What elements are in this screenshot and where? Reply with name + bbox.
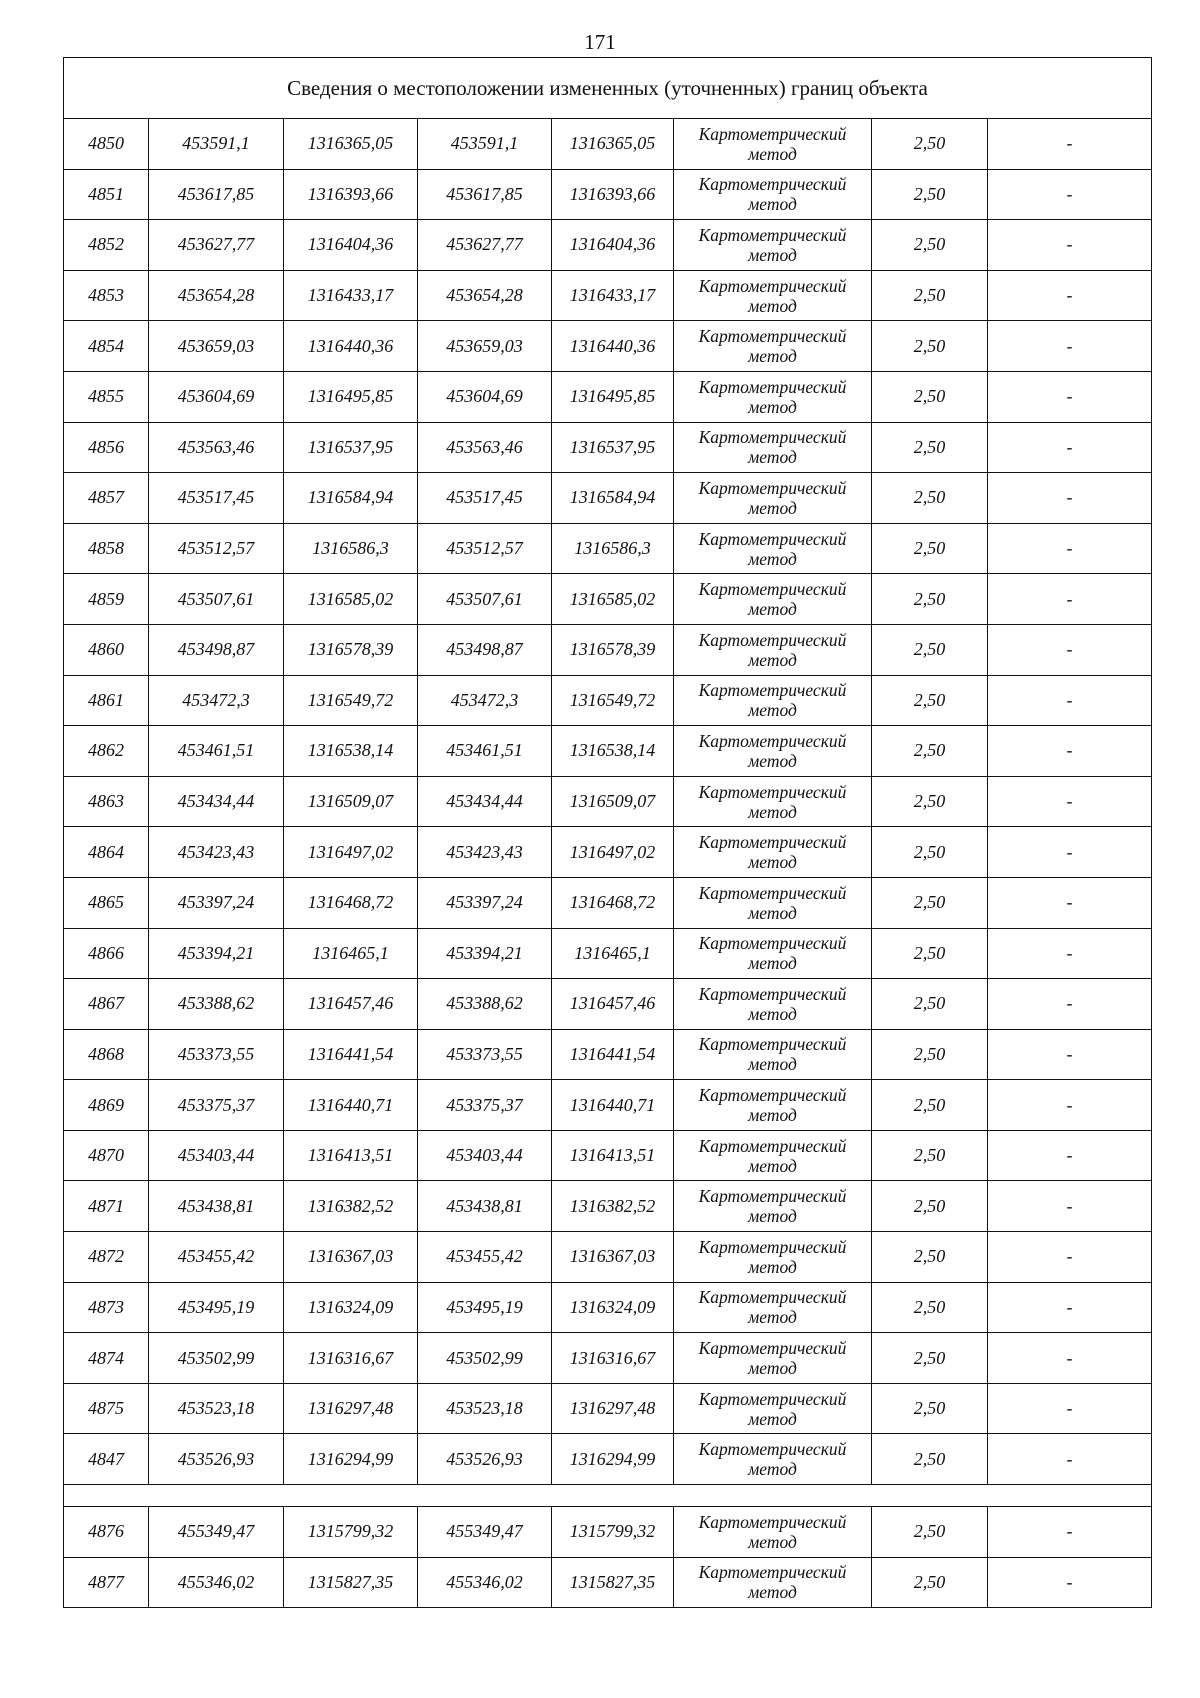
- point-number-cell: 4874: [64, 1333, 149, 1384]
- existing-y-cell: 1315827,35: [284, 1557, 418, 1608]
- point-number-cell: 4867: [64, 979, 149, 1030]
- table-row: [64, 1557, 1152, 1608]
- description-cell: -: [988, 1181, 1152, 1232]
- accuracy-cell: 2,50: [872, 624, 988, 675]
- new-x-cell: 453659,03: [418, 321, 552, 372]
- new-x-cell: 453423,43: [418, 827, 552, 878]
- description-cell: -: [988, 169, 1152, 220]
- table-row: [64, 270, 1152, 321]
- accuracy-cell: 2,50: [872, 1557, 988, 1608]
- new-y-cell: 1316537,95: [552, 422, 674, 473]
- new-y-cell: 1316440,36: [552, 321, 674, 372]
- existing-y-cell: 1316433,17: [284, 270, 418, 321]
- point-number-cell: 4866: [64, 928, 149, 979]
- existing-y-cell: 1316578,39: [284, 624, 418, 675]
- accuracy-cell: 2,50: [872, 220, 988, 271]
- point-number-cell: 4852: [64, 220, 149, 271]
- accuracy-cell: 2,50: [872, 371, 988, 422]
- new-y-cell: 1316367,03: [552, 1232, 674, 1283]
- existing-y-cell: 1316457,46: [284, 979, 418, 1030]
- existing-x-cell: 453495,19: [149, 1282, 284, 1333]
- existing-x-cell: 453438,81: [149, 1181, 284, 1232]
- description-cell: -: [988, 675, 1152, 726]
- accuracy-cell: 2,50: [872, 422, 988, 473]
- group-separator-row: [64, 1485, 1152, 1507]
- new-y-cell: 1316468,72: [552, 877, 674, 928]
- new-y-cell: 1316586,3: [552, 523, 674, 574]
- existing-x-cell: 453502,99: [149, 1333, 284, 1384]
- new-y-cell: 1316497,02: [552, 827, 674, 878]
- point-number-cell: 4862: [64, 726, 149, 777]
- new-x-cell: 453472,3: [418, 675, 552, 726]
- existing-x-cell: 453455,42: [149, 1232, 284, 1283]
- new-y-cell: 1316441,54: [552, 1029, 674, 1080]
- description-cell: -: [988, 624, 1152, 675]
- point-number-cell: 4877: [64, 1557, 149, 1608]
- point-number-cell: 4868: [64, 1029, 149, 1080]
- existing-x-cell: 453517,45: [149, 473, 284, 524]
- existing-y-cell: 1316465,1: [284, 928, 418, 979]
- new-y-cell: 1316457,46: [552, 979, 674, 1030]
- existing-y-cell: 1316382,52: [284, 1181, 418, 1232]
- description-cell: -: [988, 1130, 1152, 1181]
- new-y-cell: 1316465,1: [552, 928, 674, 979]
- existing-x-cell: 453591,1: [149, 119, 284, 170]
- existing-y-cell: 1316441,54: [284, 1029, 418, 1080]
- accuracy-cell: 2,50: [872, 1130, 988, 1181]
- existing-y-cell: 1316294,99: [284, 1434, 418, 1485]
- point-number-cell: 4863: [64, 776, 149, 827]
- method-cell: Картометрический метод: [674, 675, 872, 726]
- table-row: [64, 1232, 1152, 1283]
- new-y-cell: 1316294,99: [552, 1434, 674, 1485]
- description-cell: -: [988, 877, 1152, 928]
- method-cell: Картометрический метод: [674, 726, 872, 777]
- boundary-coordinates-table: [63, 57, 1152, 1608]
- description-cell: -: [988, 1080, 1152, 1131]
- table-row: [64, 1181, 1152, 1232]
- existing-y-cell: 1316584,94: [284, 473, 418, 524]
- table-row: [64, 1029, 1152, 1080]
- accuracy-cell: 2,50: [872, 574, 988, 625]
- method-cell: Картометрический метод: [674, 574, 872, 625]
- existing-y-cell: 1316316,67: [284, 1333, 418, 1384]
- accuracy-cell: 2,50: [872, 979, 988, 1030]
- table-row: [64, 624, 1152, 675]
- description-cell: -: [988, 220, 1152, 271]
- method-cell: Картометрический метод: [674, 1434, 872, 1485]
- table-row: [64, 1333, 1152, 1384]
- existing-x-cell: 453394,21: [149, 928, 284, 979]
- existing-x-cell: 455349,47: [149, 1507, 284, 1558]
- new-x-cell: 453397,24: [418, 877, 552, 928]
- existing-x-cell: 453563,46: [149, 422, 284, 473]
- point-number-cell: 4870: [64, 1130, 149, 1181]
- table-row: [64, 220, 1152, 271]
- description-cell: -: [988, 371, 1152, 422]
- method-cell: Картометрический метод: [674, 220, 872, 271]
- point-number-cell: 4860: [64, 624, 149, 675]
- accuracy-cell: 2,50: [872, 1333, 988, 1384]
- group-separator-cell: [64, 1485, 1152, 1507]
- existing-x-cell: 453617,85: [149, 169, 284, 220]
- new-x-cell: 453373,55: [418, 1029, 552, 1080]
- point-number-cell: 4873: [64, 1282, 149, 1333]
- description-cell: -: [988, 827, 1152, 878]
- point-number-cell: 4855: [64, 371, 149, 422]
- accuracy-cell: 2,50: [872, 1434, 988, 1485]
- table-row: [64, 473, 1152, 524]
- description-cell: -: [988, 776, 1152, 827]
- description-cell: -: [988, 928, 1152, 979]
- accuracy-cell: 2,50: [872, 776, 988, 827]
- existing-y-cell: 1316404,36: [284, 220, 418, 271]
- description-cell: -: [988, 422, 1152, 473]
- new-y-cell: 1315827,35: [552, 1557, 674, 1608]
- point-number-cell: 4871: [64, 1181, 149, 1232]
- method-cell: Картометрический метод: [674, 1130, 872, 1181]
- table-row: [64, 928, 1152, 979]
- existing-x-cell: 453523,18: [149, 1383, 284, 1434]
- method-cell: Картометрический метод: [674, 1557, 872, 1608]
- accuracy-cell: 2,50: [872, 321, 988, 372]
- new-x-cell: 453654,28: [418, 270, 552, 321]
- method-cell: Картометрический метод: [674, 1080, 872, 1131]
- new-y-cell: 1316509,07: [552, 776, 674, 827]
- description-cell: -: [988, 473, 1152, 524]
- description-cell: -: [988, 1557, 1152, 1608]
- existing-x-cell: 453659,03: [149, 321, 284, 372]
- existing-y-cell: 1316537,95: [284, 422, 418, 473]
- accuracy-cell: 2,50: [872, 523, 988, 574]
- table-row: [64, 1507, 1152, 1558]
- page-number: 171: [584, 30, 616, 54]
- accuracy-cell: 2,50: [872, 827, 988, 878]
- new-x-cell: 455346,02: [418, 1557, 552, 1608]
- point-number-cell: 4859: [64, 574, 149, 625]
- table-row: [64, 675, 1152, 726]
- existing-y-cell: 1316393,66: [284, 169, 418, 220]
- accuracy-cell: 2,50: [872, 1181, 988, 1232]
- accuracy-cell: 2,50: [872, 1282, 988, 1333]
- new-x-cell: 453388,62: [418, 979, 552, 1030]
- table-row: [64, 1434, 1152, 1485]
- new-y-cell: 1316316,67: [552, 1333, 674, 1384]
- description-cell: -: [988, 979, 1152, 1030]
- method-cell: Картометрический метод: [674, 1333, 872, 1384]
- point-number-cell: 4850: [64, 119, 149, 170]
- point-number-cell: 4858: [64, 523, 149, 574]
- accuracy-cell: 2,50: [872, 1232, 988, 1283]
- point-number-cell: 4869: [64, 1080, 149, 1131]
- new-y-cell: 1316365,05: [552, 119, 674, 170]
- table-row: [64, 1282, 1152, 1333]
- existing-y-cell: 1316440,36: [284, 321, 418, 372]
- method-cell: Картометрический метод: [674, 928, 872, 979]
- point-number-cell: 4875: [64, 1383, 149, 1434]
- method-cell: Картометрический метод: [674, 371, 872, 422]
- new-x-cell: 453517,45: [418, 473, 552, 524]
- accuracy-cell: 2,50: [872, 169, 988, 220]
- table-row: [64, 877, 1152, 928]
- table-row: [64, 827, 1152, 878]
- table-row: [64, 726, 1152, 777]
- table-row: [64, 523, 1152, 574]
- method-cell: Картометрический метод: [674, 270, 872, 321]
- new-x-cell: 453461,51: [418, 726, 552, 777]
- new-y-cell: 1316433,17: [552, 270, 674, 321]
- existing-x-cell: 453373,55: [149, 1029, 284, 1080]
- existing-y-cell: 1316509,07: [284, 776, 418, 827]
- existing-y-cell: 1316585,02: [284, 574, 418, 625]
- description-cell: -: [988, 1507, 1152, 1558]
- method-cell: Картометрический метод: [674, 119, 872, 170]
- new-x-cell: 453438,81: [418, 1181, 552, 1232]
- method-cell: Картометрический метод: [674, 1181, 872, 1232]
- method-cell: Картометрический метод: [674, 422, 872, 473]
- method-cell: Картометрический метод: [674, 1029, 872, 1080]
- accuracy-cell: 2,50: [872, 1080, 988, 1131]
- new-x-cell: 453455,42: [418, 1232, 552, 1283]
- method-cell: Картометрический метод: [674, 1383, 872, 1434]
- existing-y-cell: 1316497,02: [284, 827, 418, 878]
- table-row: [64, 321, 1152, 372]
- existing-x-cell: 453403,44: [149, 1130, 284, 1181]
- point-number-cell: 4872: [64, 1232, 149, 1283]
- method-cell: Картометрический метод: [674, 473, 872, 524]
- existing-y-cell: 1316440,71: [284, 1080, 418, 1131]
- accuracy-cell: 2,50: [872, 877, 988, 928]
- method-cell: Картометрический метод: [674, 1507, 872, 1558]
- accuracy-cell: 2,50: [872, 119, 988, 170]
- new-y-cell: 1316413,51: [552, 1130, 674, 1181]
- existing-x-cell: 453375,37: [149, 1080, 284, 1131]
- description-cell: -: [988, 726, 1152, 777]
- existing-y-cell: 1316367,03: [284, 1232, 418, 1283]
- existing-y-cell: 1316586,3: [284, 523, 418, 574]
- new-x-cell: 453563,46: [418, 422, 552, 473]
- description-cell: -: [988, 321, 1152, 372]
- existing-x-cell: 453388,62: [149, 979, 284, 1030]
- new-x-cell: 453627,77: [418, 220, 552, 271]
- point-number-cell: 4854: [64, 321, 149, 372]
- new-x-cell: 453604,69: [418, 371, 552, 422]
- description-cell: -: [988, 1029, 1152, 1080]
- new-y-cell: 1316578,39: [552, 624, 674, 675]
- accuracy-cell: 2,50: [872, 1507, 988, 1558]
- new-x-cell: 455349,47: [418, 1507, 552, 1558]
- existing-y-cell: 1316324,09: [284, 1282, 418, 1333]
- accuracy-cell: 2,50: [872, 473, 988, 524]
- new-y-cell: 1316393,66: [552, 169, 674, 220]
- existing-x-cell: 453498,87: [149, 624, 284, 675]
- new-x-cell: 453512,57: [418, 523, 552, 574]
- existing-x-cell: 453423,43: [149, 827, 284, 878]
- new-x-cell: 453403,44: [418, 1130, 552, 1181]
- existing-x-cell: 453397,24: [149, 877, 284, 928]
- table-row: [64, 574, 1152, 625]
- accuracy-cell: 2,50: [872, 726, 988, 777]
- description-cell: -: [988, 1333, 1152, 1384]
- new-y-cell: 1316495,85: [552, 371, 674, 422]
- point-number-cell: 4876: [64, 1507, 149, 1558]
- description-cell: -: [988, 1383, 1152, 1434]
- method-cell: Картометрический метод: [674, 523, 872, 574]
- existing-x-cell: 455346,02: [149, 1557, 284, 1608]
- description-cell: -: [988, 1232, 1152, 1283]
- description-cell: -: [988, 119, 1152, 170]
- new-x-cell: 453394,21: [418, 928, 552, 979]
- accuracy-cell: 2,50: [872, 1383, 988, 1434]
- table-row: [64, 1383, 1152, 1434]
- description-cell: -: [988, 574, 1152, 625]
- new-y-cell: 1316584,94: [552, 473, 674, 524]
- new-y-cell: 1316297,48: [552, 1383, 674, 1434]
- table-row: [64, 422, 1152, 473]
- method-cell: Картометрический метод: [674, 979, 872, 1030]
- point-number-cell: 4865: [64, 877, 149, 928]
- table-row: [64, 979, 1152, 1030]
- method-cell: Картометрический метод: [674, 1282, 872, 1333]
- description-cell: -: [988, 270, 1152, 321]
- description-cell: -: [988, 1282, 1152, 1333]
- existing-x-cell: 453512,57: [149, 523, 284, 574]
- new-y-cell: 1316585,02: [552, 574, 674, 625]
- method-cell: Картометрический метод: [674, 776, 872, 827]
- point-number-cell: 4864: [64, 827, 149, 878]
- existing-y-cell: 1316413,51: [284, 1130, 418, 1181]
- new-y-cell: 1316549,72: [552, 675, 674, 726]
- new-x-cell: 453507,61: [418, 574, 552, 625]
- new-y-cell: 1316440,71: [552, 1080, 674, 1131]
- existing-y-cell: 1316538,14: [284, 726, 418, 777]
- existing-x-cell: 453604,69: [149, 371, 284, 422]
- existing-x-cell: 453434,44: [149, 776, 284, 827]
- method-cell: Картометрический метод: [674, 877, 872, 928]
- existing-y-cell: 1316365,05: [284, 119, 418, 170]
- point-number-cell: 4847: [64, 1434, 149, 1485]
- existing-y-cell: 1316468,72: [284, 877, 418, 928]
- table-row: [64, 169, 1152, 220]
- method-cell: Картометрический метод: [674, 321, 872, 372]
- new-x-cell: 453434,44: [418, 776, 552, 827]
- existing-x-cell: 453507,61: [149, 574, 284, 625]
- new-x-cell: 453495,19: [418, 1282, 552, 1333]
- new-x-cell: 453617,85: [418, 169, 552, 220]
- new-y-cell: 1315799,32: [552, 1507, 674, 1558]
- table-row: [64, 776, 1152, 827]
- new-y-cell: 1316324,09: [552, 1282, 674, 1333]
- method-cell: Картометрический метод: [674, 827, 872, 878]
- description-cell: -: [988, 523, 1152, 574]
- point-number-cell: 4861: [64, 675, 149, 726]
- new-x-cell: 453523,18: [418, 1383, 552, 1434]
- new-x-cell: 453526,93: [418, 1434, 552, 1485]
- new-y-cell: 1316382,52: [552, 1181, 674, 1232]
- existing-x-cell: 453461,51: [149, 726, 284, 777]
- existing-y-cell: 1316297,48: [284, 1383, 418, 1434]
- new-x-cell: 453498,87: [418, 624, 552, 675]
- existing-x-cell: 453472,3: [149, 675, 284, 726]
- accuracy-cell: 2,50: [872, 675, 988, 726]
- existing-y-cell: 1316549,72: [284, 675, 418, 726]
- new-x-cell: 453502,99: [418, 1333, 552, 1384]
- existing-x-cell: 453627,77: [149, 220, 284, 271]
- point-number-cell: 4851: [64, 169, 149, 220]
- new-x-cell: 453591,1: [418, 119, 552, 170]
- accuracy-cell: 2,50: [872, 270, 988, 321]
- point-number-cell: 4857: [64, 473, 149, 524]
- table-title: Сведения о местоположении измененных (уточненных) границ объекта: [64, 58, 1152, 119]
- method-cell: Картометрический метод: [674, 169, 872, 220]
- table-row: [64, 1130, 1152, 1181]
- existing-x-cell: 453654,28: [149, 270, 284, 321]
- new-y-cell: 1316538,14: [552, 726, 674, 777]
- table-row: [64, 119, 1152, 170]
- new-y-cell: 1316404,36: [552, 220, 674, 271]
- new-x-cell: 453375,37: [418, 1080, 552, 1131]
- table-row: [64, 371, 1152, 422]
- accuracy-cell: 2,50: [872, 928, 988, 979]
- method-cell: Картометрический метод: [674, 624, 872, 675]
- point-number-cell: 4856: [64, 422, 149, 473]
- table-row: [64, 1080, 1152, 1131]
- method-cell: Картометрический метод: [674, 1232, 872, 1283]
- point-number-cell: 4853: [64, 270, 149, 321]
- existing-y-cell: 1316495,85: [284, 371, 418, 422]
- existing-y-cell: 1315799,32: [284, 1507, 418, 1558]
- accuracy-cell: 2,50: [872, 1029, 988, 1080]
- description-cell: -: [988, 1434, 1152, 1485]
- existing-x-cell: 453526,93: [149, 1434, 284, 1485]
